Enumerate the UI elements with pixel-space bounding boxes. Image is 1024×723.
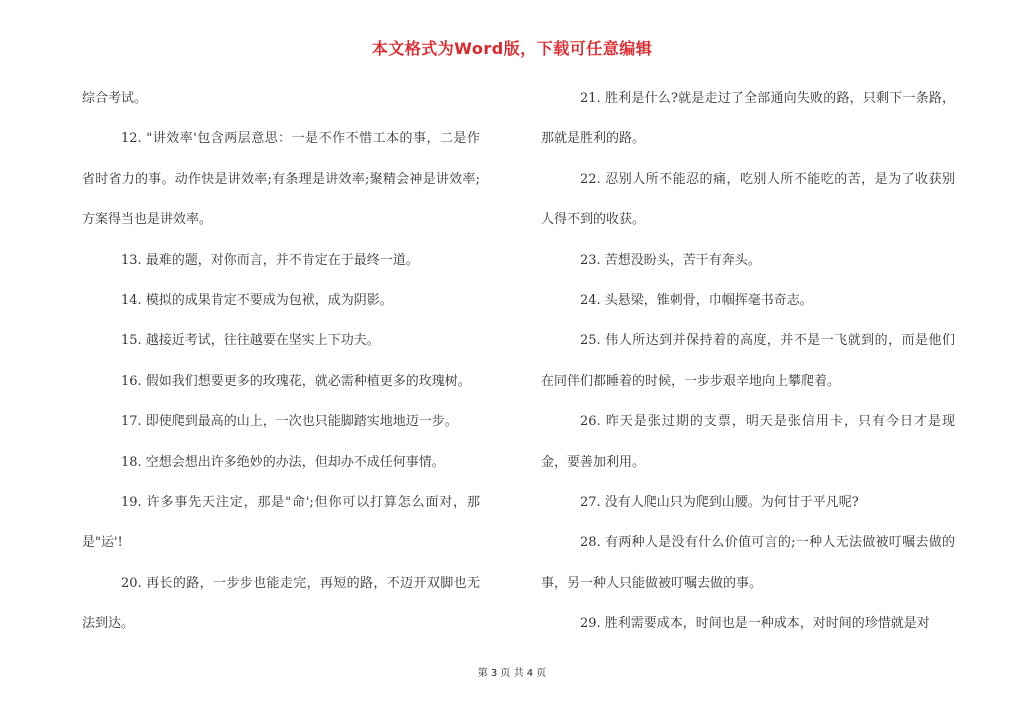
- quote-paragraph: 29. 胜利需要成本，时间也是一种成本，对时间的珍惜就是对: [580, 616, 930, 632]
- quote-paragraph: 12. "讲效率'包含两层意思：一是不作不惜工本的事，二是作省时省力的事。动作快是讲效率;有条理是讲效率;聚精会神是讲效率;方案得当也是讲效率。: [82, 131, 480, 228]
- quote-paragraph: 25. 伟人所达到并保持着的高度，并不是一飞就到的，而是他们在同伴们都睡着的时候，一步步艰辛地向上攀爬着。: [541, 333, 955, 389]
- quote-paragraph: 综合考试。: [82, 91, 148, 106]
- quote-paragraph: 21. 胜利是什么?就是走过了全部通向失败的路，只剩下一条路，那就是胜利的路。: [541, 91, 955, 147]
- quote-paragraph: 24. 头悬梁，锥刺骨，巾帼挥毫书奇志。: [580, 293, 813, 309]
- quote-paragraph: 14. 模拟的成果肯定不要成为包袱，成为阴影。: [121, 293, 393, 309]
- quote-paragraph: 17. 即使爬到最高的山上，一次也只能脚踏实地地迈一步。: [121, 414, 458, 430]
- quote-paragraph: 15. 越接近考试，往往越要在坚实上下功夫。: [121, 333, 380, 349]
- quote-paragraph: 26. 昨天是张过期的支票，明天是张信用卡，只有今日才是现金，要善加利用。: [541, 414, 955, 470]
- quote-paragraph: 23. 苦想没盼头，苦干有奔头。: [580, 252, 761, 268]
- left-column: [82, 79, 480, 645]
- quote-paragraph: 28. 有两种人是没有什么价值可言的;一种人无法做被叮嘱去做的事，另一种人只能做被叮嘱去做的事。: [541, 535, 955, 591]
- quote-paragraph: 22. 忍别人所不能忍的痛，吃别人所不能吃的苦，是为了收获别人得不到的收获。: [541, 171, 955, 228]
- quote-paragraph: 20. 再长的路，一步步也能走完，再短的路，不迈开双脚也无法到达。: [82, 575, 480, 632]
- quote-paragraph: 16. 假如我们想要更多的玫瑰花，就必需种植更多的玫瑰树。: [121, 373, 471, 389]
- right-column: [541, 79, 955, 645]
- quote-paragraph: 19. 许多事先天注定，那是"命';但你可以打算怎么面对，那是"运'!: [82, 495, 480, 551]
- page-footer: 第 3 页 共 4 页: [477, 668, 547, 679]
- quote-paragraph: 18. 空想会想出许多绝妙的办法，但却办不成任何事情。: [121, 454, 445, 470]
- quote-paragraph: 27. 没有人爬山只为爬到山腰。为何甘于平凡呢?: [580, 495, 859, 511]
- format-banner: 本文格式为Word版，下载可任意编辑: [371, 39, 653, 58]
- quote-paragraph: 13. 最难的题，对你而言，并不肯定在于最终一道。: [121, 252, 419, 268]
